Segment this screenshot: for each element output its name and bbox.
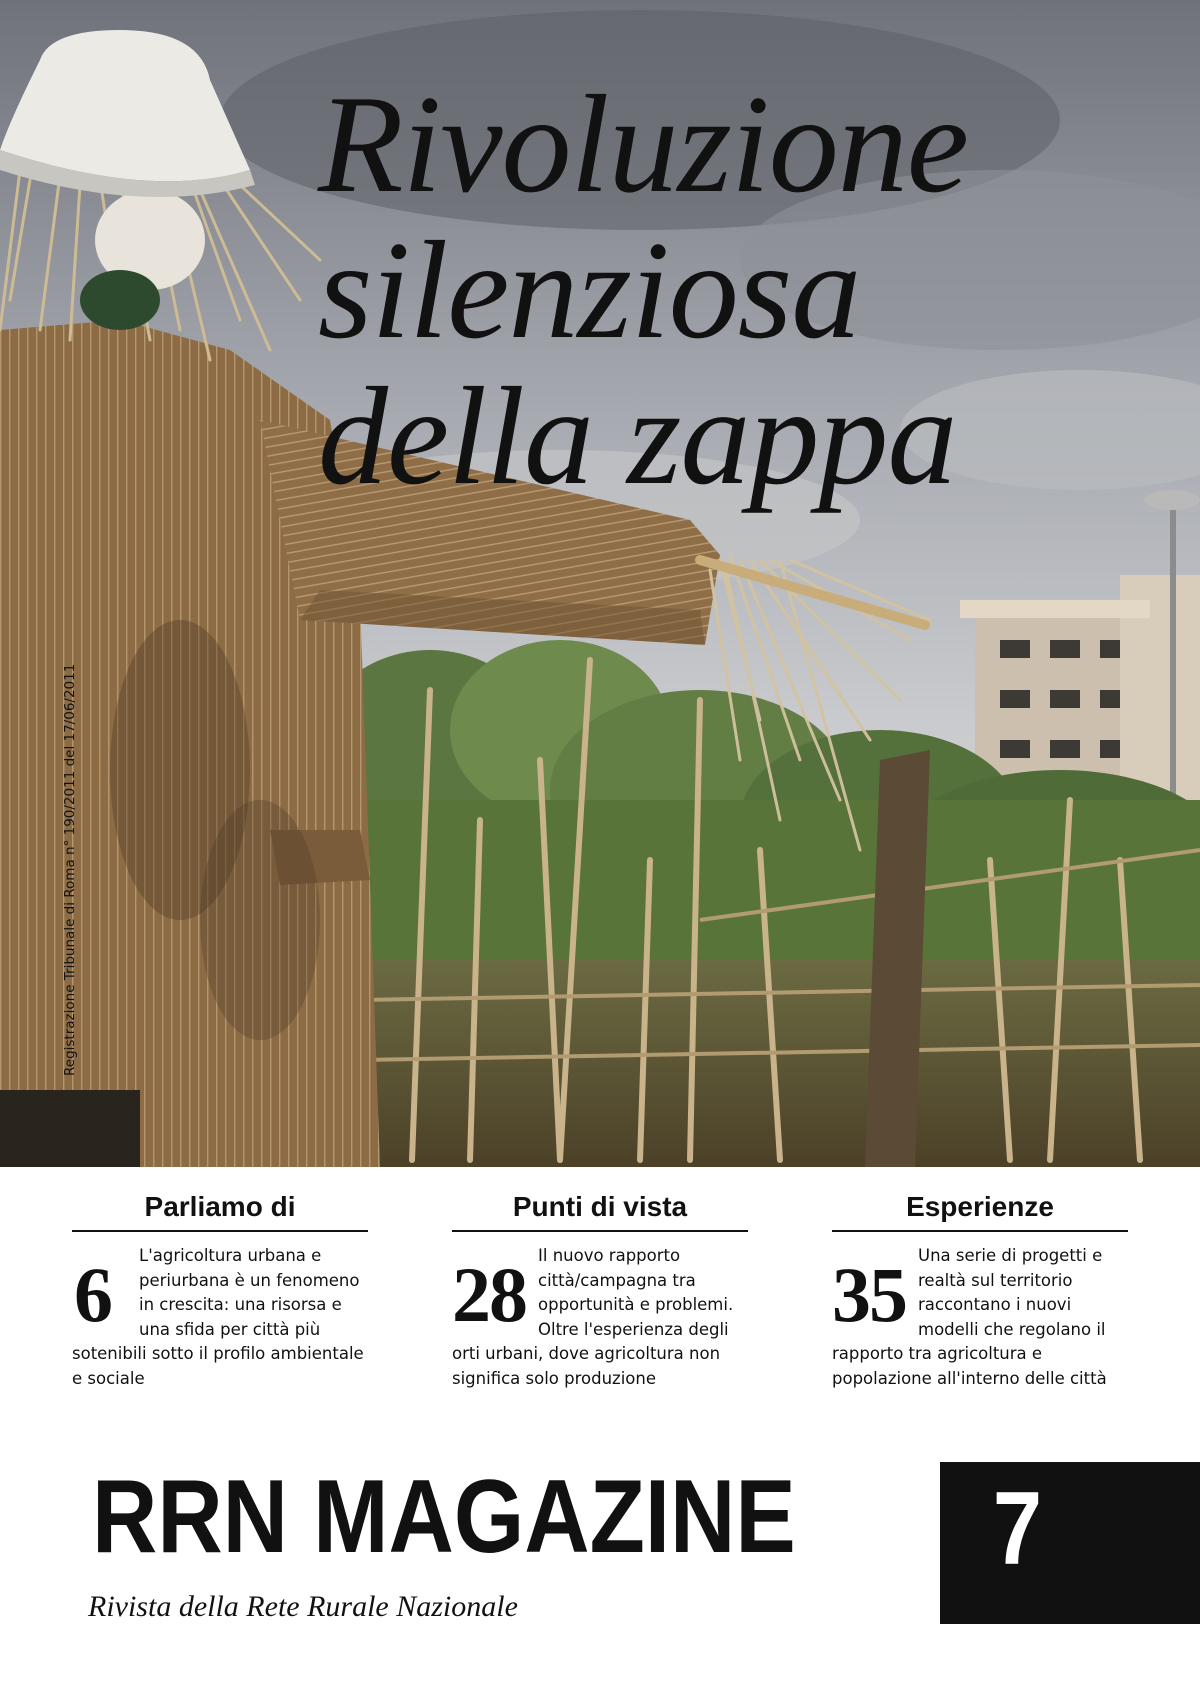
issue-number: 7 [992,1471,1043,1587]
section-title: Punti di vista [452,1190,748,1232]
section-text: L'agricoltura urbana e periurbana è un fenomeno in crescita: una risorsa e una sfida per città più sotenibili sotto il profilo ambientale e sociale [72,1246,364,1388]
section-parliamo-di[interactable] [72,1190,368,1400]
section-title: Parliamo di [72,1190,368,1232]
section-esperienze[interactable] [832,1190,1128,1400]
contents-columns [72,1190,1132,1400]
headline-line-1: Rivoluzione [318,67,968,222]
section-text: Una serie di progetti e realtà sul territorio raccontano i nuovi modelli che regolano il rapporto tra agricoltura e popolazione all'interno delle città [832,1246,1107,1388]
section-page-number: 28 [452,1251,526,1338]
registration-note: Registrazione Tribunale di Roma n° 190/2011 del 17/06/2011 [62,663,78,1076]
section-body [832,1244,1128,1391]
section-body [452,1244,748,1391]
section-punti-di-vista[interactable] [452,1190,748,1400]
headline-line-3: della zappa [318,359,957,514]
cover-headline [318,67,1178,514]
section-body [72,1244,368,1391]
section-text: Il nuovo rapporto città/campagna tra opportunità e problemi. Oltre l'esperienza degli orti urbani, dove agricoltura non significa solo produzione [452,1246,734,1388]
issue-number-box [940,1462,1200,1624]
section-title: Esperienze [832,1190,1128,1232]
magazine-title: RRN MAGAZINE [92,1459,796,1575]
section-page-number: 6 [74,1251,111,1338]
section-page-number: 35 [832,1251,906,1338]
headline-line-2: silenziosa [318,213,861,368]
magazine-subtitle: Rivista della Rete Rurale Nazionale [88,1590,518,1623]
